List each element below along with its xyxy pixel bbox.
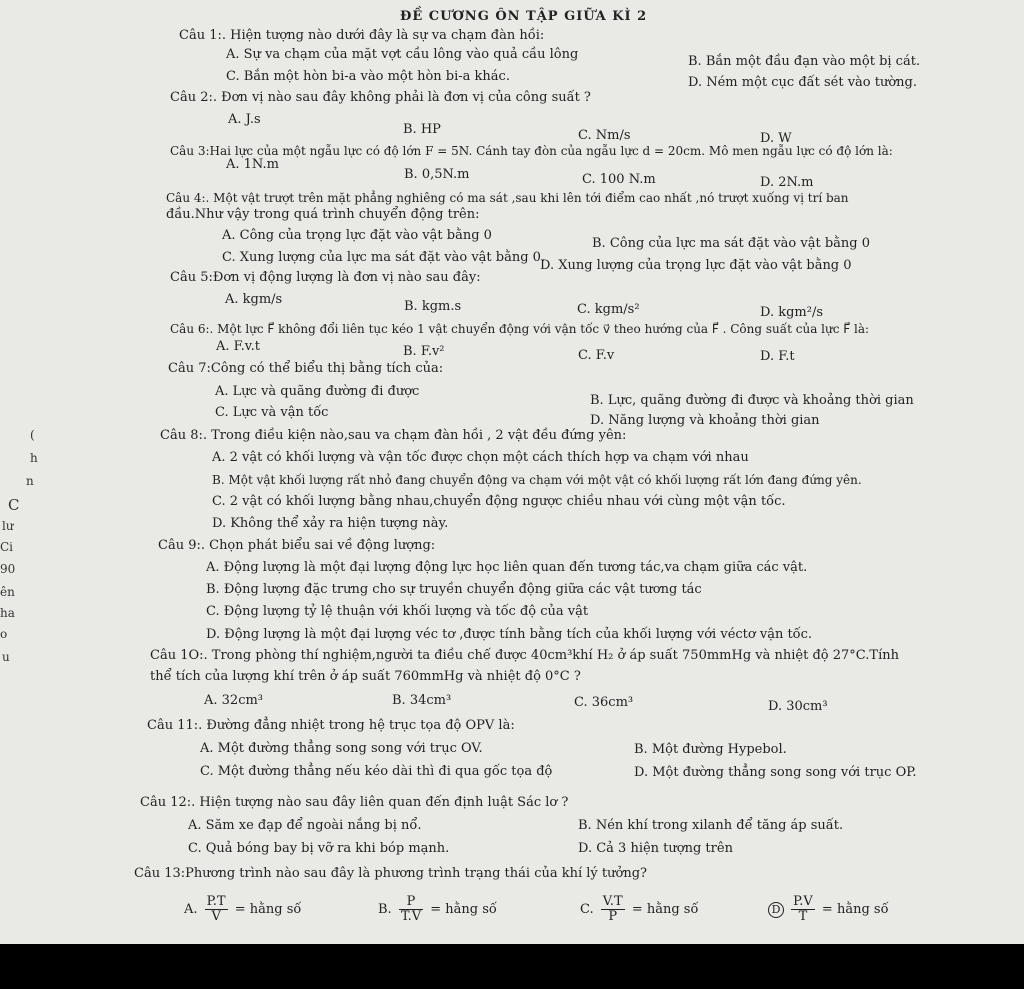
fraction: $\frac{V.T}{P}$ (602, 894, 623, 924)
question-9-option-d: D. Động lượng là một đại lượng véc tơ ,được tính bằng tích của khối lượng với véctơ vận tốc. (206, 627, 813, 642)
margin-mark: u (2, 650, 10, 664)
question-3-stem: Câu 3:Hai lực của một ngẫu lực có độ lớn F = 5N. Cánh tay đòn của ngẫu lực d = 20cm. Mô men ngẫu lực có độ lớn là: (170, 144, 893, 158)
question-11-option-a: A. Một đường thẳng song song với trục OV. (200, 741, 483, 756)
question-4-option-d: D. Xung lượng của trọng lực đặt vào vật bằng 0 (540, 258, 852, 273)
question-5-option-a: A. kgm/s (225, 292, 283, 307)
question-10-option-b: B. 34cm³ (392, 693, 452, 708)
question-5-option-c: C. kgm/s² (577, 302, 640, 317)
question-12-option-a: A. Săm xe đạp để ngoài nắng bị nổ. (188, 818, 422, 833)
page-title: ĐỀ CƯƠNG ÔN TẬP GIỮA KÌ 2 (400, 9, 648, 24)
question-5-option-b: B. kgm.s (404, 299, 462, 314)
question-4-option-c: C. Xung lượng của lực ma sát đặt vào vật bằng 0. (222, 250, 546, 265)
question-8-option-c: C. 2 vật có khối lượng bằng nhau,chuyển động ngược chiều nhau với cùng một vận tốc. (212, 494, 786, 509)
question-8-option-b: B. Một vật khối lượng rất nhỏ đang chuyển động va chạm với một vật có khối lượng rất lớn đang đứng yên. (212, 473, 862, 487)
question-5-option-d: D. kgm²/s (760, 305, 824, 320)
question-13-option-d: D $\frac{P.V}{T}$ = hằng số (768, 895, 889, 925)
question-1-option-b: B. Bắn một đầu đạn vào một bị cát. (688, 54, 921, 69)
margin-mark: o (0, 627, 8, 641)
question-5-stem: Câu 5:Đơn vị động lượng là đơn vị nào sau đây: (170, 270, 481, 285)
question-9-option-b: B. Động lượng đặc trưng cho sự truyền chuyển động giữa các vật tương tác (206, 582, 702, 597)
question-2-stem: Câu 2:. Đơn vị nào sau đây không phải là đơn vị của công suất ? (170, 90, 591, 105)
question-7-stem: Câu 7:Công có thể biểu thị bằng tích của: (168, 361, 444, 376)
question-11-option-b: B. Một đường Hypebol. (634, 742, 787, 757)
margin-mark: h (30, 451, 38, 465)
question-13-stem: Câu 13:Phương trình nào sau đây là phương trình trạng thái của khí lý tưởng? (134, 866, 647, 881)
question-3-option-d: D. 2N.m (760, 175, 814, 190)
fraction: $\frac{P.T}{V}$ (206, 894, 226, 924)
question-7-option-b: B. Lực, quãng đường đi được và khoảng thời gian (590, 393, 914, 408)
question-4-option-b: B. Công của lực ma sát đặt vào vật bằng 0 (592, 236, 870, 251)
question-9-option-a: A. Động lượng là một đại lượng động lực học liên quan đến tương tác,va chạm giữa các vật. (206, 560, 808, 575)
question-10-stem-continued: thể tích của lượng khí trên ở áp suất 760mmHg và nhiệt độ 0°C ? (150, 669, 581, 684)
margin-mark: ên (0, 585, 15, 599)
question-4-stem-continued: đầu.Như vậy trong quá trình chuyển động trên: (166, 207, 480, 222)
question-13-option-c: C. $\frac{V.T}{P}$ = hằng số (580, 894, 699, 924)
question-1-option-c: C. Bắn một hòn bi-a vào một hòn bi-a khác. (226, 69, 510, 84)
question-1-stem: Câu 1:. Hiện tượng nào dưới đây là sự va chạm đàn hồi: (179, 28, 545, 43)
question-8-option-d: D. Không thể xảy ra hiện tượng này. (212, 516, 449, 531)
question-2-option-d: D. W (760, 131, 792, 146)
margin-mark: n (26, 474, 34, 488)
question-11-option-c: C. Một đường thẳng nếu kéo dài thì đi qua gốc tọa độ (200, 764, 553, 779)
question-6-stem: Câu 6:. Một lực F⃗ không đổi liên tục kéo 1 vật chuyển động với vận tốc v⃗ theo hướng của F⃗ . Công suất của lực F⃗ là: (170, 322, 870, 336)
question-10-option-c: C. 36cm³ (574, 695, 634, 710)
question-6-option-c: C. F.v (578, 348, 615, 363)
question-10-option-d: D. 30cm³ (768, 699, 828, 714)
question-12-option-b: B. Nén khí trong xilanh để tăng áp suất. (578, 818, 844, 833)
question-8-stem: Câu 8:. Trong điều kiện nào,sau va chạm đàn hồi , 2 vật đều đứng yên: (160, 428, 627, 443)
question-10-stem: Câu 1O:. Trong phòng thí nghiệm,người ta điều chế được 40cm³khí H₂ ở áp suất 750mmHg và nhiệt độ 27°C.Tính (150, 648, 899, 663)
question-7-option-a: A. Lực và quãng đường đi được (215, 384, 420, 399)
question-10-option-a: A. 32cm³ (204, 693, 264, 708)
margin-mark: ha (0, 606, 15, 620)
question-12-option-c: C. Quả bóng bay bị vỡ ra khi bóp mạnh. (188, 841, 450, 856)
question-6-option-d: D. F.t (760, 349, 795, 364)
question-13-option-a: A. $\frac{P.T}{V}$ = hằng số (184, 894, 302, 924)
fraction: $\frac{P.V}{T}$ (793, 894, 813, 924)
question-8-option-a: A. 2 vật có khối lượng và vận tốc được chọn một cách thích hợp va chạm với nhau (212, 450, 749, 465)
margin-mark: ( (30, 428, 35, 442)
question-2-option-b: B. HP (403, 122, 441, 137)
question-9-stem: Câu 9:. Chọn phát biểu sai về động lượng: (158, 538, 436, 553)
question-3-option-c: C. 100 N.m (582, 172, 656, 187)
question-7-option-c: C. Lực và vận tốc (215, 405, 329, 420)
question-3-option-a: A. 1N.m (226, 157, 279, 172)
question-9-option-c: C. Động lượng tỷ lệ thuận với khối lượng và tốc độ của vật (206, 604, 589, 619)
margin-mark: 90 (0, 562, 16, 576)
question-4-stem: Câu 4:. Một vật trượt trên mặt phẳng nghiêng có ma sát ,sau khi lên tới điểm cao nhất ,nó trượt xuống vị trí ban (166, 191, 849, 205)
margin-mark: C (8, 496, 20, 514)
margin-mark: Ci (0, 540, 14, 554)
margin-mark: lư (2, 519, 14, 533)
question-11-stem: Câu 11:. Đường đẳng nhiệt trong hệ trục tọa độ OPV là: (147, 718, 515, 733)
selected-answer-circle: D (768, 902, 784, 918)
question-11-option-d: D. Một đường thẳng song song với trục OP. (634, 765, 917, 780)
black-border (0, 944, 1024, 989)
fraction: $\frac{P}{T.V}$ (400, 894, 422, 924)
question-12-stem: Câu 12:. Hiện tượng nào sau đây liên quan đến định luật Sác lơ ? (140, 795, 569, 810)
question-3-option-b: B. 0,5N.m (404, 167, 470, 182)
question-7-option-d: D. Năng lượng và khoảng thời gian (590, 413, 820, 428)
question-4-option-a: A. Công của trọng lực đặt vào vật bằng 0 (222, 228, 492, 243)
question-6-option-a: A. F.v.t (216, 339, 260, 354)
question-6-option-b: B. F.v² (403, 344, 445, 359)
question-1-option-d: D. Ném một cục đất sét vào tường. (688, 75, 917, 90)
question-2-option-a: A. J.s (228, 112, 261, 127)
question-13-option-b: B. $\frac{P}{T.V}$ = hằng số (378, 894, 497, 924)
question-2-option-c: C. Nm/s (578, 128, 631, 143)
question-1-option-a: A. Sự va chạm của mặt vợt cầu lông vào quả cầu lông (226, 47, 579, 62)
question-12-option-d: D. Cả 3 hiện tượng trên (578, 841, 733, 856)
